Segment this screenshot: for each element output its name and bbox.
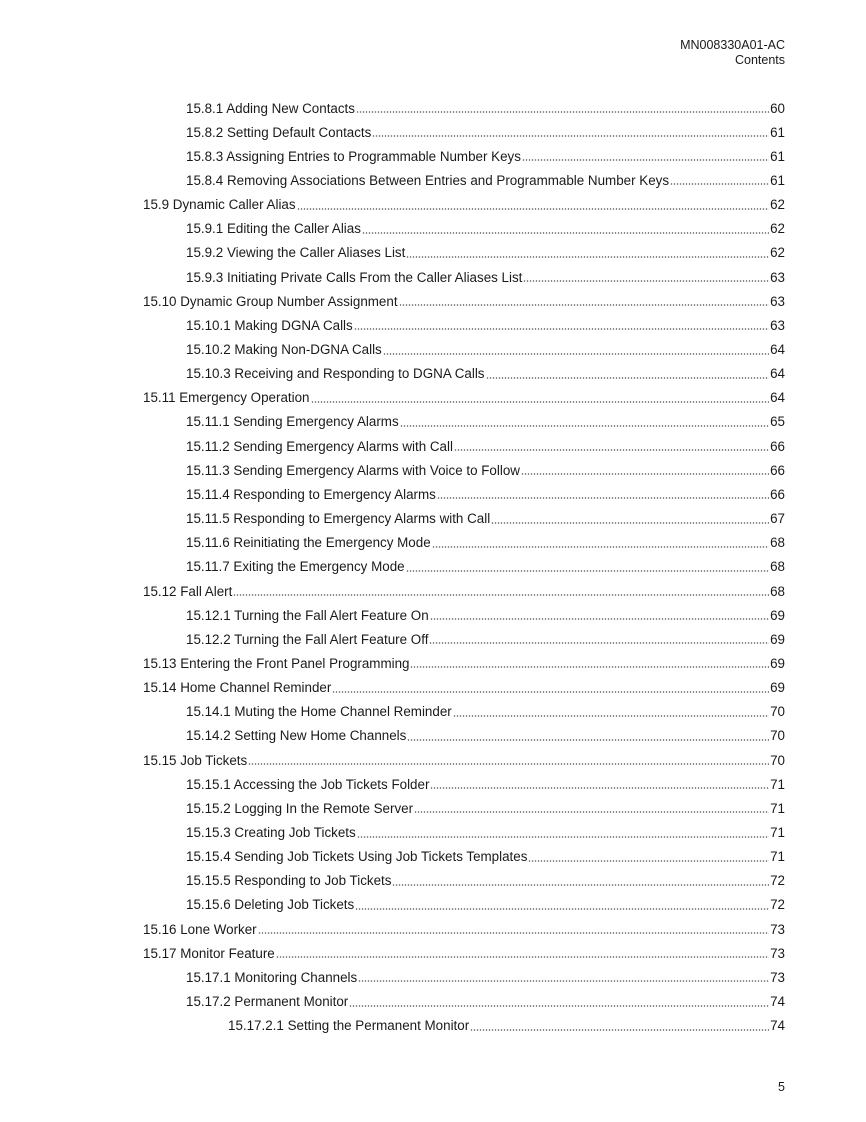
dot-leader	[355, 908, 769, 910]
toc-entry-page[interactable]: 73	[770, 945, 785, 961]
toc-entry-page[interactable]: 72	[770, 897, 785, 913]
dot-leader	[358, 980, 769, 982]
dot-leader	[414, 811, 769, 813]
toc-entry-page[interactable]: 62	[770, 245, 785, 261]
toc-entry[interactable]	[186, 144, 785, 168]
toc-entry[interactable]	[186, 893, 785, 917]
toc-entry-title[interactable]: 15.10 Dynamic Group Number Assignment	[143, 293, 398, 309]
dot-leader	[356, 111, 769, 113]
toc-entry-title[interactable]: 15.12.2 Turning the Fall Alert Feature Off	[186, 631, 429, 647]
toc-entry[interactable]	[143, 917, 785, 941]
toc-entry-page[interactable]: 64	[770, 366, 785, 382]
toc-entry[interactable]	[186, 821, 785, 845]
dot-leader	[383, 353, 769, 355]
toc-entry[interactable]	[186, 965, 785, 989]
dot-leader	[486, 377, 770, 379]
dot-leader	[399, 304, 770, 306]
toc-entry-title[interactable]: 15.14.1 Muting the Home Channel Reminder	[186, 704, 452, 720]
toc-entry-title[interactable]: 15.17.2.1 Setting the Permanent Monitor	[228, 1018, 470, 1034]
toc-entry-page[interactable]: 73	[770, 921, 785, 937]
toc-entry[interactable]	[143, 748, 785, 772]
toc-entry-title[interactable]: 15.9.2 Viewing the Caller Aliases List	[186, 245, 406, 261]
toc-entry-page[interactable]: 66	[770, 486, 785, 502]
toc-entry-page[interactable]: 61	[770, 148, 785, 164]
toc-entry-page[interactable]: 69	[770, 655, 785, 671]
dot-leader	[432, 546, 769, 548]
toc-entry[interactable]	[186, 410, 785, 434]
toc-entry-title[interactable]: 15.14 Home Channel Reminder	[143, 680, 332, 696]
toc-entry-page[interactable]: 63	[770, 293, 785, 309]
toc-entry-page[interactable]: 73	[770, 969, 785, 985]
toc-entry-page[interactable]: 68	[770, 559, 785, 575]
toc-entry[interactable]	[228, 1014, 785, 1038]
toc-entry-title[interactable]: 15.10.2 Making Non-DGNA Calls	[186, 342, 382, 357]
toc-entry-title[interactable]: 15.11.2 Sending Emergency Alarms with Call	[186, 438, 453, 454]
dot-leader	[453, 715, 769, 717]
toc-entry-page[interactable]: 60	[770, 100, 785, 116]
toc-entry-page[interactable]: 72	[770, 873, 785, 889]
toc-entry-page[interactable]: 61	[770, 172, 785, 188]
toc-entry[interactable]	[143, 941, 785, 965]
toc-entry-title[interactable]: 15.8.1 Adding New Contacts	[186, 100, 355, 116]
toc-entry-title[interactable]: 15.10.3 Receiving and Responding to DGNA Calls	[186, 366, 485, 382]
toc-entry[interactable]	[186, 796, 785, 820]
dot-leader	[362, 232, 769, 234]
page-number: 5	[778, 1080, 785, 1094]
toc-entry-title[interactable]: 15.14.2 Setting New Home Channels	[186, 728, 407, 744]
dot-leader	[392, 884, 769, 886]
toc-entry-page[interactable]: 64	[770, 342, 785, 357]
page-header	[680, 38, 785, 68]
toc-entry-page[interactable]: 71	[770, 849, 785, 865]
toc-entry-title[interactable]: 15.11.3 Sending Emergency Alarms with Voice to Follow	[186, 462, 520, 478]
dot-leader	[521, 473, 769, 475]
toc-entry-page[interactable]: 62	[770, 221, 785, 237]
dot-leader	[430, 618, 769, 620]
toc-entry-title[interactable]: 15.15.5 Responding to Job Tickets	[186, 873, 392, 889]
toc-entry-title[interactable]: 15.10.1 Making DGNA Calls	[186, 317, 353, 333]
dot-leader	[233, 594, 769, 596]
dot-leader	[276, 956, 769, 958]
dot-leader	[528, 860, 769, 862]
dot-leader	[354, 328, 769, 330]
toc-entry-page[interactable]: 69	[770, 607, 785, 623]
dot-leader	[372, 135, 769, 137]
toc-entry-title[interactable]: 15.15.4 Sending Job Tickets Using Job Tickets Templates	[186, 849, 528, 865]
toc-entry[interactable]	[186, 168, 785, 192]
toc-entry[interactable]	[186, 990, 785, 1014]
dot-leader	[311, 401, 770, 403]
toc-entry-title[interactable]: 15.15.6 Deleting Job Tickets	[186, 897, 355, 913]
toc-entry-title[interactable]: 15.11.5 Responding to Emergency Alarms with Call	[186, 511, 491, 527]
toc-entry[interactable]	[143, 579, 785, 603]
toc-entry-title[interactable]: 15.12.1 Turning the Fall Alert Feature On	[186, 607, 429, 623]
dot-leader	[491, 522, 769, 524]
toc-entry-title[interactable]: 15.8.3 Assigning Entries to Programmable Number Keys	[186, 148, 521, 164]
toc-entry-page[interactable]: 66	[770, 438, 785, 454]
dot-leader	[410, 666, 769, 668]
toc-entry[interactable]	[186, 869, 785, 893]
toc-entry[interactable]	[186, 338, 785, 362]
dot-leader	[523, 280, 769, 282]
toc-entry-page[interactable]: 74	[770, 994, 785, 1010]
toc-entry-title[interactable]: 15.11.1 Sending Emergency Alarms	[186, 414, 399, 430]
toc-entry[interactable]	[186, 627, 785, 651]
toc-entry[interactable]	[186, 555, 785, 579]
toc-entry[interactable]	[186, 507, 785, 531]
toc-entry-title[interactable]: 15.17 Monitor Feature	[143, 945, 275, 961]
toc-entry[interactable]	[143, 651, 785, 675]
toc-entry-page[interactable]: 71	[770, 800, 785, 816]
dot-leader	[437, 497, 769, 499]
dot-leader	[407, 739, 769, 741]
toc-entry[interactable]	[186, 241, 785, 265]
toc-entry-page[interactable]: 74	[770, 1018, 785, 1034]
toc-entry-page[interactable]: 69	[770, 631, 785, 647]
toc-entry-page[interactable]: 67	[770, 511, 785, 527]
toc-entry-title[interactable]: 15.9 Dynamic Caller Alias	[143, 197, 296, 213]
toc-entry-page[interactable]: 70	[770, 728, 785, 744]
toc-entry-page[interactable]: 63	[770, 269, 785, 285]
toc-entry-page[interactable]: 65	[770, 414, 785, 430]
dot-leader	[297, 208, 770, 210]
toc-entry-title[interactable]: 15.12 Fall Alert	[143, 583, 233, 599]
toc-entry-page[interactable]: 63	[770, 317, 785, 333]
toc-entry[interactable]	[186, 96, 785, 120]
dot-leader	[454, 449, 769, 451]
dot-leader	[400, 425, 769, 427]
toc-entry-page[interactable]: 62	[770, 197, 785, 213]
toc-entry-title[interactable]: 15.13 Entering the Front Panel Programming	[143, 655, 410, 671]
dot-leader	[470, 1029, 769, 1031]
toc-entry-page[interactable]: 66	[770, 462, 785, 478]
toc-entry-title[interactable]: 15.8.4 Removing Associations Between Entries and Programmable Number Keys	[186, 172, 670, 188]
toc-entry-title[interactable]: 15.15.3 Creating Job Tickets	[186, 825, 356, 840]
toc-entry[interactable]	[186, 845, 785, 869]
toc-entry-page[interactable]: 68	[770, 583, 785, 599]
toc-entry[interactable]	[186, 603, 785, 627]
toc-entry-title[interactable]: 15.9.1 Editing the Caller Alias	[186, 221, 361, 237]
toc-entry-title[interactable]: 15.11 Emergency Operation	[143, 390, 310, 406]
toc-entry-title[interactable]: 15.17.1 Monitoring Channels	[186, 969, 358, 985]
toc-entry[interactable]	[143, 386, 785, 410]
toc-entry-title[interactable]: 15.11.6 Reinitiating the Emergency Mode	[186, 535, 431, 551]
toc-entry-page[interactable]: 68	[770, 535, 785, 551]
toc-entry[interactable]	[143, 193, 785, 217]
toc-entry-page[interactable]: 71	[770, 776, 785, 792]
dot-leader	[332, 691, 769, 693]
toc-entry[interactable]	[186, 362, 785, 386]
dot-leader	[349, 1005, 769, 1007]
toc-entry[interactable]	[186, 772, 785, 796]
toc-entry[interactable]	[186, 531, 785, 555]
dot-leader	[357, 836, 769, 838]
toc-entry[interactable]	[186, 265, 785, 289]
dot-leader	[258, 932, 769, 934]
toc-entry-title[interactable]: 15.15 Job Tickets	[143, 752, 248, 768]
toc-entry-title[interactable]: 15.8.2 Setting Default Contacts	[186, 124, 372, 140]
toc-entry-page[interactable]: 70	[770, 752, 785, 768]
toc-entry-title[interactable]: 15.17.2 Permanent Monitor	[186, 994, 349, 1010]
toc-entry[interactable]	[186, 724, 785, 748]
toc-entry-title[interactable]: 15.15.1 Accessing the Job Tickets Folder	[186, 776, 430, 792]
toc-entry-page[interactable]: 71	[770, 825, 785, 840]
dot-leader	[670, 183, 769, 185]
section-name: Contents	[734, 53, 785, 67]
dot-leader	[406, 570, 770, 572]
document-id: MN008330A01-AC	[680, 38, 785, 52]
toc-entry-title[interactable]: 15.15.2 Logging In the Remote Server	[186, 800, 414, 816]
toc-entry-title[interactable]: 15.11.4 Responding to Emergency Alarms	[186, 486, 436, 502]
toc-entry[interactable]	[186, 458, 785, 482]
toc-entry[interactable]	[186, 313, 785, 337]
dot-leader	[430, 787, 769, 789]
toc-entry[interactable]	[186, 217, 785, 241]
toc-entry[interactable]	[186, 120, 785, 144]
dot-leader	[248, 763, 769, 765]
dot-leader	[429, 642, 769, 644]
toc-entry[interactable]	[186, 434, 785, 458]
toc-entry[interactable]	[186, 482, 785, 506]
toc-entry[interactable]	[143, 289, 785, 313]
toc-entry-page[interactable]: 61	[770, 124, 785, 140]
toc-entry[interactable]	[186, 700, 785, 724]
toc-entry-title[interactable]: 15.9.3 Initiating Private Calls From the Caller Aliases List	[186, 269, 523, 285]
toc-entry-page[interactable]: 69	[770, 680, 785, 696]
dot-leader	[406, 256, 769, 258]
toc-entry-title[interactable]: 15.11.7 Exiting the Emergency Mode	[186, 559, 405, 575]
toc-entry[interactable]	[143, 676, 785, 700]
toc-entry-page[interactable]: 64	[770, 390, 785, 406]
toc-entry-page[interactable]: 70	[770, 704, 785, 720]
dot-leader	[522, 159, 769, 161]
toc-entry-title[interactable]: 15.16 Lone Worker	[143, 921, 257, 937]
